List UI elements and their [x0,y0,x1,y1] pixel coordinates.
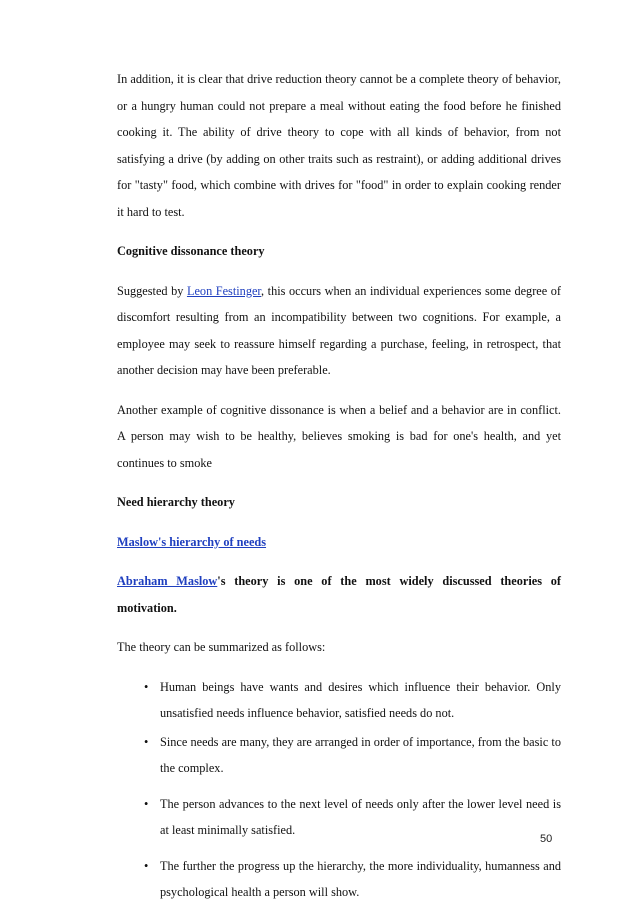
bullet-icon: • [144,796,149,811]
page-body [117,66,561,908]
list-item [117,674,561,727]
list-item [117,853,561,906]
list-item-text: Human beings have wants and desires which influence their behavior. Only unsatisfied needs influence behavior, satisfied needs do not. [160,679,561,720]
page-number: 50 [540,833,553,845]
intro-paragraph: In addition, it is clear that drive reduction theory cannot be a complete theory of behavior, or a hungry human could not prepare a meal without eating the food before he finished cooking it. The ability of drive theory to cope with all kinds of behavior, from not satisfying a drive (by adding on other traits such as restraint), or adding additional drives for "tasty" food, which combine with drives for "food" in order to explain cooking render it hard to test. [117,72,561,219]
bullet-icon: • [144,679,149,694]
list-item-text: Since needs are many, they are arranged in order of importance, from the basic to the complex. [160,734,561,775]
maslow-theory-paragraph [117,568,561,621]
leon-festinger-link[interactable]: Leon Festinger [186,283,262,298]
list-item [117,729,561,782]
summary-intro: The theory can be summarized as follows: [117,640,326,654]
list-item [117,791,561,844]
maslow-heading [117,529,561,556]
need-hierarchy-heading: Need hierarchy theory [117,495,235,509]
abraham-maslow-link[interactable]: Abraham Maslow [117,574,218,588]
bullet-icon: • [144,734,149,749]
dissonance-example-paragraph: Another example of cognitive dissonance is when a belief and a behavior are in conflict. A person may wish to be healthy, believes smoking is bad for one's health, and yet continues to smoke [117,402,561,470]
bullet-icon: • [144,858,149,873]
cognitive-dissonance-heading: Cognitive dissonance theory [117,244,265,258]
maslow-bullet-list [117,674,561,906]
festinger-prefix: Suggested by [117,283,187,298]
list-item-text: The further the progress up the hierarchy, the more individuality, humanness and psychological health a person will show. [160,858,561,899]
festinger-paragraph [117,278,561,384]
festinger-suffix: , this occurs when an individual experiences some degree of discomfort resulting from an incompatibility between two cognitions. For example, a employee may seek to reassure himself regarding a purchase, feeling, in retrospect, that another decision may have been preferable. [117,283,561,377]
maslow-theory-suffix: 's theory is one of the most widely discussed theories of motivation. [117,574,561,615]
list-item-text: The person advances to the next level of needs only after the lower level need is at least minimally satisfied. [160,796,561,837]
maslow-hierarchy-link[interactable]: Maslow's hierarchy of needs [117,534,267,549]
